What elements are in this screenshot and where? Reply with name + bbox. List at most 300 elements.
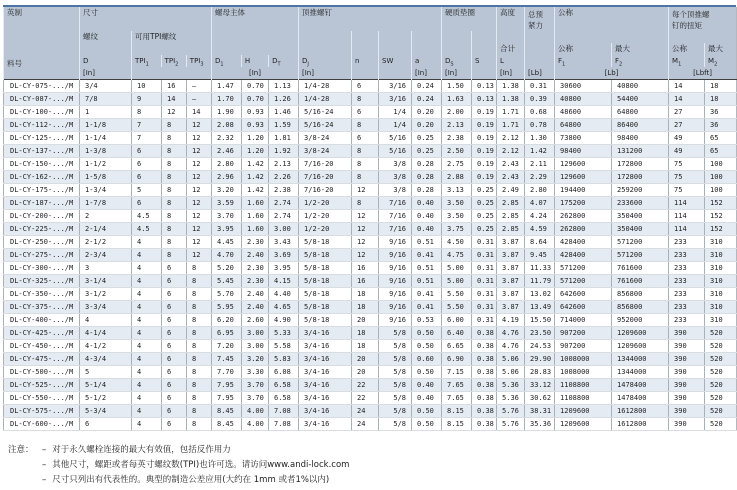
cell-tpi1: 4 xyxy=(132,314,162,327)
cell-m2: 310 xyxy=(705,262,737,275)
cell-thread-d: 5-1/4 xyxy=(80,379,132,392)
cell-f2: 1209600 xyxy=(612,327,669,340)
cell-sw: 3/16 xyxy=(379,80,412,93)
cell-tpi3: – xyxy=(187,80,212,93)
f1-label: 公称 xyxy=(558,44,574,53)
cell-f2: 952000 xyxy=(612,314,669,327)
cell-ds: 6.90 xyxy=(442,353,472,366)
cell-tpi1: 6 xyxy=(132,197,162,210)
cell-dj: 3/4-16 xyxy=(299,379,352,392)
cell-part-no: DL-CY-300-.../M xyxy=(4,262,80,275)
cell-h: 1.60 xyxy=(242,210,269,223)
cell-s: 0.38 xyxy=(472,340,497,353)
cell-h: 1.60 xyxy=(242,223,269,236)
cell-tpi3: 12 xyxy=(187,236,212,249)
cell-h: 3.30 xyxy=(242,366,269,379)
cell-d1: 5.95 xyxy=(212,301,242,314)
cell-f2: 98400 xyxy=(612,132,669,145)
cell-f2: 1612800 xyxy=(612,418,669,431)
table-row xyxy=(4,314,737,327)
cell-f1: 194400 xyxy=(555,184,612,197)
cell-h: 2.40 xyxy=(242,288,269,301)
col-head-sw xyxy=(379,31,412,80)
cell-sw: 9/16 xyxy=(379,262,412,275)
cell-f2: 350400 xyxy=(612,210,669,223)
cell-sw: 9/16 xyxy=(379,314,412,327)
cell-preload: 0.31 xyxy=(525,80,555,93)
cell-dt: 2.74 xyxy=(269,197,299,210)
cell-m2: 520 xyxy=(705,340,737,353)
cell-ds: 2.00 xyxy=(442,106,472,119)
cell-m1: 390 xyxy=(669,418,705,431)
cell-f1: 262800 xyxy=(555,223,612,236)
cell-m1: 14 xyxy=(669,93,705,106)
col-head-tpi-group xyxy=(132,31,212,80)
notes xyxy=(8,443,349,488)
cell-a: 0.40 xyxy=(412,223,442,236)
cell-part-no: DL-CY-575-.../M xyxy=(4,405,80,418)
cell-preload: 30.62 xyxy=(525,392,555,405)
cell-f2: 761600 xyxy=(612,275,669,288)
cell-tpi3: 8 xyxy=(187,301,212,314)
cell-ds: 4.75 xyxy=(442,249,472,262)
cell-n: 8 xyxy=(352,171,379,184)
cell-sw: 3/16 xyxy=(379,93,412,106)
cell-m2: 100 xyxy=(705,171,737,184)
table-row xyxy=(4,145,737,158)
dt-sym: $D_T$ xyxy=(268,55,298,67)
cell-tpi1: 4 xyxy=(132,379,162,392)
tpi1-sym: $TPI_1$ xyxy=(135,57,149,67)
cell-m2: 310 xyxy=(705,314,737,327)
col-head-torques xyxy=(669,31,737,80)
cell-d1: 3.95 xyxy=(212,223,242,236)
cell-m2: 310 xyxy=(705,301,737,314)
cell-tpi3: 8 xyxy=(187,288,212,301)
table-row xyxy=(4,210,737,223)
table-row xyxy=(4,353,737,366)
cell-h: 2.30 xyxy=(242,275,269,288)
cell-f1: 1008000 xyxy=(555,366,612,379)
cell-part-no: DL-CY-225-.../M xyxy=(4,223,80,236)
cell-tpi3: 8 xyxy=(187,379,212,392)
cell-m2: 100 xyxy=(705,184,737,197)
cell-m2: 65 xyxy=(705,132,737,145)
preload-label: 总预紧力 xyxy=(528,10,544,30)
cell-f1: 571200 xyxy=(555,262,612,275)
cell-d1: 5.20 xyxy=(212,262,242,275)
cell-part-no: DL-CY-500-.../M xyxy=(4,366,80,379)
table-row xyxy=(4,405,737,418)
cell-preload: 0.39 xyxy=(525,93,555,106)
cell-m2: 152 xyxy=(705,223,737,236)
cell-a: 0.50 xyxy=(412,340,442,353)
table-row xyxy=(4,327,737,340)
cell-d1: 3.59 xyxy=(212,197,242,210)
cell-s: 0.38 xyxy=(472,327,497,340)
cell-m1: 49 xyxy=(669,132,705,145)
cell-l: 4.76 xyxy=(497,327,525,340)
cell-tpi2: 8 xyxy=(162,249,187,262)
col-group-nut-body: 螺母主体 xyxy=(212,7,299,31)
cell-d1: 2.46 xyxy=(212,145,242,158)
cell-n: 18 xyxy=(352,340,379,353)
cell-sw: 5/8 xyxy=(379,418,412,431)
cell-a: 0.41 xyxy=(412,288,442,301)
cell-n: 20 xyxy=(352,366,379,379)
cell-m2: 520 xyxy=(705,353,737,366)
table-row xyxy=(4,93,737,106)
cell-dt: 2.13 xyxy=(269,158,299,171)
table-header xyxy=(4,7,737,80)
cell-part-no: DL-CY-125-.../M xyxy=(4,132,80,145)
cell-dt: 3.69 xyxy=(269,249,299,262)
cell-h: 1.42 xyxy=(242,171,269,184)
cell-thread-d: 4-3/4 xyxy=(80,353,132,366)
cell-s: 0.19 xyxy=(472,145,497,158)
cell-sw: 9/16 xyxy=(379,288,412,301)
table-row xyxy=(4,366,737,379)
cell-tpi2: 12 xyxy=(162,106,187,119)
cell-sw: 5/8 xyxy=(379,340,412,353)
cell-m2: 520 xyxy=(705,327,737,340)
cell-m1: 390 xyxy=(669,366,705,379)
cell-m2: 520 xyxy=(705,418,737,431)
cell-tpi1: 6 xyxy=(132,145,162,158)
cell-l: 1.38 xyxy=(497,93,525,106)
cell-thread-d: 1-7/8 xyxy=(80,197,132,210)
f-unit: [Lb] xyxy=(604,69,619,77)
table-row xyxy=(4,80,737,93)
cell-tpi1: 4 xyxy=(132,288,162,301)
cell-tpi2: 8 xyxy=(162,223,187,236)
cell-h: 1.20 xyxy=(242,145,269,158)
cell-a: 0.25 xyxy=(412,132,442,145)
cell-m1: 233 xyxy=(669,275,705,288)
ds-sym: $D_S$ xyxy=(445,57,454,67)
cell-sw: 5/8 xyxy=(379,405,412,418)
table-body xyxy=(4,80,737,431)
cell-preload: 2.80 xyxy=(525,184,555,197)
cell-n: 12 xyxy=(352,210,379,223)
f1-sym: $F_1$ xyxy=(558,57,566,67)
cell-dt: 6.58 xyxy=(269,392,299,405)
cell-l: 4.19 xyxy=(497,314,525,327)
l-sym: L xyxy=(500,57,504,65)
cell-preload: 13.02 xyxy=(525,288,555,301)
cell-n: 6 xyxy=(352,132,379,145)
cell-h: 3.70 xyxy=(242,379,269,392)
cell-thread-d: 2-1/2 xyxy=(80,236,132,249)
cell-tpi2: 8 xyxy=(162,145,187,158)
cell-part-no: DL-CY-600-.../M xyxy=(4,418,80,431)
cell-m1: 75 xyxy=(669,184,705,197)
cell-dj: 3/4-16 xyxy=(299,327,352,340)
cell-tpi1: 4 xyxy=(132,249,162,262)
table-row xyxy=(4,236,737,249)
cell-part-no: DL-CY-137-.../M xyxy=(4,145,80,158)
cell-dj: 1/4-28 xyxy=(299,93,352,106)
cell-tpi2: 6 xyxy=(162,405,187,418)
cell-dj: 1/4-28 xyxy=(299,80,352,93)
cell-thread-d: 1-5/8 xyxy=(80,171,132,184)
cell-l: 5.36 xyxy=(497,392,525,405)
cell-m2: 520 xyxy=(705,379,737,392)
col-head-s xyxy=(472,31,497,80)
cell-dt: 5.33 xyxy=(269,327,299,340)
cell-m1: 390 xyxy=(669,327,705,340)
cell-d1: 7.70 xyxy=(212,366,242,379)
cell-s: 0.19 xyxy=(472,106,497,119)
cell-tpi3: – xyxy=(187,93,212,106)
notes-list xyxy=(42,443,349,488)
cell-tpi3: 8 xyxy=(187,405,212,418)
cell-dj: 5/8-18 xyxy=(299,236,352,249)
cell-h: 2.30 xyxy=(242,236,269,249)
cell-tpi3: 12 xyxy=(187,132,212,145)
cell-n: 24 xyxy=(352,418,379,431)
cell-m1: 75 xyxy=(669,158,705,171)
cell-l: 2.12 xyxy=(497,145,525,158)
cell-part-no: DL-CY-450-.../M xyxy=(4,340,80,353)
table-row xyxy=(4,340,737,353)
cell-dj: 3/4-16 xyxy=(299,353,352,366)
cell-f2: 1612800 xyxy=(612,405,669,418)
cell-n: 6 xyxy=(352,106,379,119)
cell-tpi3: 8 xyxy=(187,314,212,327)
cell-m2: 310 xyxy=(705,236,737,249)
cell-sw: 5/8 xyxy=(379,379,412,392)
cell-tpi2: 8 xyxy=(162,132,187,145)
cell-a: 0.50 xyxy=(412,366,442,379)
cell-ds: 5.50 xyxy=(442,288,472,301)
cell-part-no: DL-CY-112-.../M xyxy=(4,119,80,132)
cell-f2: 64800 xyxy=(612,106,669,119)
cell-dt: 6.08 xyxy=(269,366,299,379)
cell-a: 0.28 xyxy=(412,158,442,171)
cell-h: 1.20 xyxy=(242,132,269,145)
cell-m1: 390 xyxy=(669,379,705,392)
cell-f1: 98400 xyxy=(555,145,612,158)
cell-d1: 6.95 xyxy=(212,327,242,340)
cell-m1: 114 xyxy=(669,210,705,223)
cell-f2: 86400 xyxy=(612,119,669,132)
cell-preload: 4.07 xyxy=(525,197,555,210)
cell-f1: 30600 xyxy=(555,80,612,93)
cell-sw: 9/16 xyxy=(379,301,412,314)
cell-d1: 2.80 xyxy=(212,158,242,171)
cell-h: 1.42 xyxy=(242,158,269,171)
cell-a: 0.28 xyxy=(412,171,442,184)
cell-f2: 1344000 xyxy=(612,353,669,366)
cell-f1: 642600 xyxy=(555,288,612,301)
cell-preload: 4.24 xyxy=(525,210,555,223)
cell-sw: 5/8 xyxy=(379,392,412,405)
cell-sw: 5/8 xyxy=(379,327,412,340)
cell-tpi2: 6 xyxy=(162,275,187,288)
cell-tpi3: 8 xyxy=(187,366,212,379)
cell-thread-d: 7/8 xyxy=(80,93,132,106)
f2-sym: $F_2$ xyxy=(615,57,623,67)
cell-l: 5.06 xyxy=(497,353,525,366)
cell-l: 1.71 xyxy=(497,119,525,132)
cell-ds: 8.15 xyxy=(442,405,472,418)
cell-m1: 390 xyxy=(669,353,705,366)
cell-m1: 27 xyxy=(669,106,705,119)
cell-thread-d: 4-1/4 xyxy=(80,327,132,340)
cell-preload: 15.50 xyxy=(525,314,555,327)
cell-l: 3.87 xyxy=(497,249,525,262)
cell-thread-d: 3 xyxy=(80,262,132,275)
m-unit: [Lbft] xyxy=(693,69,712,77)
cell-l: 2.85 xyxy=(497,210,525,223)
cell-thread-d: 2 xyxy=(80,210,132,223)
cell-thread-d: 2-1/4 xyxy=(80,223,132,236)
cell-m2: 520 xyxy=(705,405,737,418)
cell-tpi2: 14 xyxy=(162,93,187,106)
cell-s: 0.19 xyxy=(472,132,497,145)
a-unit: [In] xyxy=(415,69,427,77)
cell-s: 0.13 xyxy=(472,80,497,93)
cell-f2: 856800 xyxy=(612,301,669,314)
cell-m1: 233 xyxy=(669,288,705,301)
cell-n: 12 xyxy=(352,184,379,197)
cell-tpi2: 6 xyxy=(162,379,187,392)
cell-ds: 2.13 xyxy=(442,119,472,132)
cell-n: 8 xyxy=(352,93,379,106)
cell-tpi2: 6 xyxy=(162,288,187,301)
cell-ds: 6.40 xyxy=(442,327,472,340)
cell-a: 0.51 xyxy=(412,262,442,275)
m1-label: 公称 xyxy=(672,44,688,53)
cell-sw: 5/8 xyxy=(379,366,412,379)
cell-preload: 2.29 xyxy=(525,171,555,184)
cell-dt: 3.95 xyxy=(269,262,299,275)
cell-preload: 8.64 xyxy=(525,236,555,249)
cell-thread-d: 1 xyxy=(80,106,132,119)
cell-f2: 350400 xyxy=(612,223,669,236)
cell-tpi3: 8 xyxy=(187,418,212,431)
cell-l: 2.43 xyxy=(497,171,525,184)
cell-thread-d: 1-3/4 xyxy=(80,184,132,197)
cell-part-no: DL-CY-325-.../M xyxy=(4,275,80,288)
sw-sym: SW xyxy=(382,57,394,65)
cell-dt: 7.08 xyxy=(269,418,299,431)
cell-m2: 310 xyxy=(705,288,737,301)
cell-s: 0.38 xyxy=(472,392,497,405)
cell-thread-d: 5-1/2 xyxy=(80,392,132,405)
cell-tpi1: 4.5 xyxy=(132,210,162,223)
cell-sw: 7/16 xyxy=(379,197,412,210)
cell-a: 0.40 xyxy=(412,392,442,405)
cell-l: 2.49 xyxy=(497,184,525,197)
a-sym: a xyxy=(415,57,420,65)
cell-sw: 3/8 xyxy=(379,171,412,184)
cell-s: 0.31 xyxy=(472,249,497,262)
col-head-dj xyxy=(299,31,352,80)
cell-thread-d: 2-3/4 xyxy=(80,249,132,262)
cell-f2: 172800 xyxy=(612,171,669,184)
cell-preload: 9.45 xyxy=(525,249,555,262)
cell-dj: 7/16-20 xyxy=(299,158,352,171)
cell-part-no: DL-CY-425-.../M xyxy=(4,327,80,340)
cell-dt: 4.40 xyxy=(269,288,299,301)
cell-d1: 8.45 xyxy=(212,418,242,431)
notes-label: 注意： xyxy=(8,445,34,455)
cell-f1: 1108800 xyxy=(555,392,612,405)
cell-d1: 5.45 xyxy=(212,275,242,288)
cell-f1: 428400 xyxy=(555,249,612,262)
cell-l: 3.87 xyxy=(497,236,525,249)
m2-label: 最大 xyxy=(708,44,724,53)
thread-label: 螺纹 xyxy=(83,32,98,41)
cell-sw: 9/16 xyxy=(379,236,412,249)
cell-tpi1: 4 xyxy=(132,327,162,340)
tpi2-sym: $TPI_2$ xyxy=(161,55,186,67)
cell-s: 0.38 xyxy=(472,418,497,431)
cell-sw: 1/4 xyxy=(379,119,412,132)
cell-tpi1: 5 xyxy=(132,184,162,197)
cell-h: 4.00 xyxy=(242,405,269,418)
cell-thread-d: 1-3/8 xyxy=(80,145,132,158)
dj-sym: $D_J$ xyxy=(302,57,309,67)
cell-dj: 3/8-24 xyxy=(299,145,352,158)
cell-part-no: DL-CY-275-.../M xyxy=(4,249,80,262)
cell-h: 3.20 xyxy=(242,353,269,366)
cell-a: 0.50 xyxy=(412,327,442,340)
cell-ds: 6.65 xyxy=(442,340,472,353)
cell-ds: 5.00 xyxy=(442,275,472,288)
cell-ds: 4.50 xyxy=(442,236,472,249)
cell-a: 0.41 xyxy=(412,249,442,262)
cell-m1: 390 xyxy=(669,340,705,353)
cell-ds: 7.65 xyxy=(442,379,472,392)
cell-tpi2: 8 xyxy=(162,184,187,197)
cell-a: 0.40 xyxy=(412,210,442,223)
cell-f1: 428400 xyxy=(555,236,612,249)
cell-dt: 4.90 xyxy=(269,314,299,327)
cell-l: 3.87 xyxy=(497,301,525,314)
cell-tpi3: 12 xyxy=(187,223,212,236)
cell-f2: 761600 xyxy=(612,262,669,275)
cell-tpi3: 8 xyxy=(187,340,212,353)
cell-preload: 28.83 xyxy=(525,366,555,379)
cell-dt: 2.74 xyxy=(269,210,299,223)
cell-preload: 33.12 xyxy=(525,379,555,392)
cell-preload: 1.30 xyxy=(525,132,555,145)
l-unit: [In] xyxy=(500,69,512,77)
cell-l: 5.06 xyxy=(497,366,525,379)
cell-tpi2: 6 xyxy=(162,327,187,340)
cell-tpi1: 4 xyxy=(132,366,162,379)
cell-sw: 5/16 xyxy=(379,145,412,158)
table-row xyxy=(4,379,737,392)
cell-dt: 7.08 xyxy=(269,405,299,418)
cell-tpi2: 8 xyxy=(162,171,187,184)
cell-a: 0.40 xyxy=(412,197,442,210)
cell-thread-d: 1-1/8 xyxy=(80,119,132,132)
cell-m2: 65 xyxy=(705,145,737,158)
cell-a: 0.50 xyxy=(412,418,442,431)
cell-m1: 14 xyxy=(669,80,705,93)
cell-tpi2: 6 xyxy=(162,366,187,379)
cell-preload: 35.36 xyxy=(525,418,555,431)
cell-s: 0.38 xyxy=(472,379,497,392)
cell-a: 0.50 xyxy=(412,405,442,418)
cell-m2: 520 xyxy=(705,366,737,379)
f2-label: 最大 xyxy=(615,44,631,53)
cell-part-no: DL-CY-200-.../M xyxy=(4,210,80,223)
